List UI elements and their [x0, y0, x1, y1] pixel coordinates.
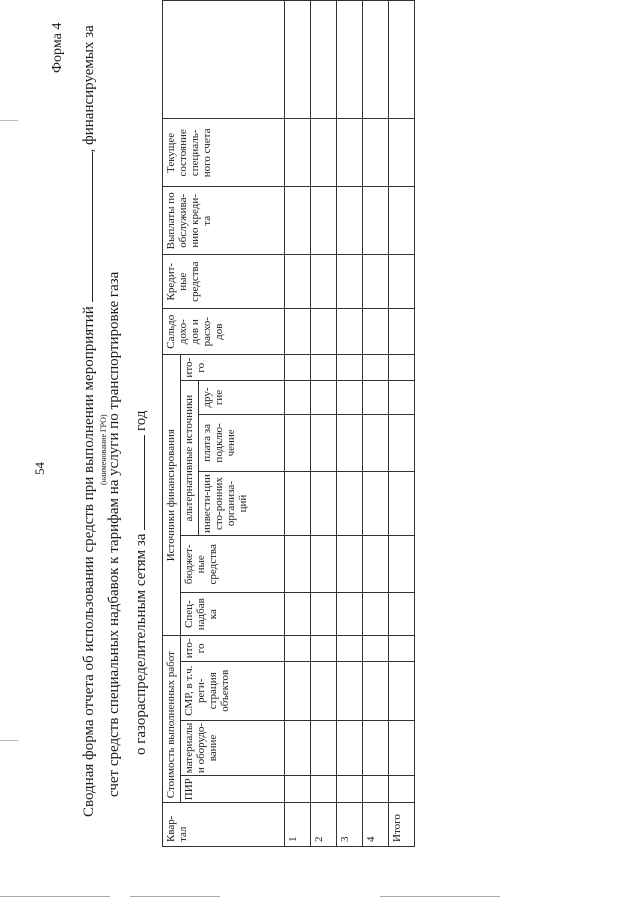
header-account-state: Текущее состояние специаль-ного счета — [163, 119, 285, 187]
row-label: 2 — [311, 803, 337, 847]
table-body — [285, 1, 415, 847]
title-line-1 — [80, 25, 98, 817]
header-pir: ПИР — [181, 776, 285, 803]
header-smr: СМР, в т.ч. реги-страция объектов — [181, 661, 285, 720]
row-label: Итого — [389, 803, 415, 847]
scan-line — [380, 896, 500, 897]
header-cost-group: Стоимость выполненных работ — [163, 636, 181, 803]
row-label: 4 — [363, 803, 389, 847]
table-row — [285, 1, 311, 847]
header-special-surcharge: Спец-надбав ка — [181, 593, 285, 636]
table-row — [389, 1, 415, 847]
report-table — [162, 0, 415, 847]
header-budget: бюджет-ные средства — [181, 536, 285, 593]
scan-line — [0, 896, 110, 897]
header-cost-total: ито-го — [181, 636, 285, 662]
title-line-3-end: год — [133, 410, 149, 432]
header-investments: инвести-ции сто-ронних организа-ций — [199, 471, 285, 535]
form-label: Форма 4 — [50, 22, 65, 73]
header-sources-total: ито-го — [181, 355, 285, 381]
row-label: 3 — [337, 803, 363, 847]
page-number: 54 — [32, 462, 47, 475]
header-sources-group: Источники финансирования — [163, 355, 181, 636]
scan-mark — [0, 120, 18, 121]
title-line-2: счет средств специальных надбавок к тарифам на услуги по транспортировке газа — [106, 271, 122, 797]
header-quarter: Квар-тал — [163, 803, 285, 847]
scan-mark — [0, 740, 18, 741]
header-other: дру-гие — [199, 381, 285, 415]
table-row — [311, 1, 337, 847]
gro-note: (наименование ГРО) — [99, 414, 108, 485]
row-label: 1 — [285, 803, 311, 847]
header-materials: материалы и оборудо-вание — [181, 720, 285, 775]
year-blank — [132, 435, 145, 530]
table-row — [337, 1, 363, 847]
gro-blank — [80, 152, 93, 302]
header-loan-payments: Выплаты по обслужива-нию креди-та — [163, 187, 285, 255]
header-spacer — [163, 1, 285, 119]
table-row — [363, 1, 389, 847]
title-line-3 — [132, 411, 150, 755]
header-connection-fee: плата за подклю-чение — [199, 414, 285, 471]
header-balance: Сальдо дохо-дов и расхо-дов — [163, 309, 285, 355]
title-line-1-start: Сводная форма отчета об использовании средств при выполнении мероприятий — [81, 306, 97, 817]
title-line-1-end: , финансируемых за — [81, 25, 97, 153]
header-alt-group: альтернативные источники — [181, 381, 199, 536]
title-line-3-start: о газораспределительным сетям за — [133, 533, 149, 755]
scan-line — [130, 896, 220, 897]
header-credit: Кредит-ные средства — [163, 255, 285, 309]
